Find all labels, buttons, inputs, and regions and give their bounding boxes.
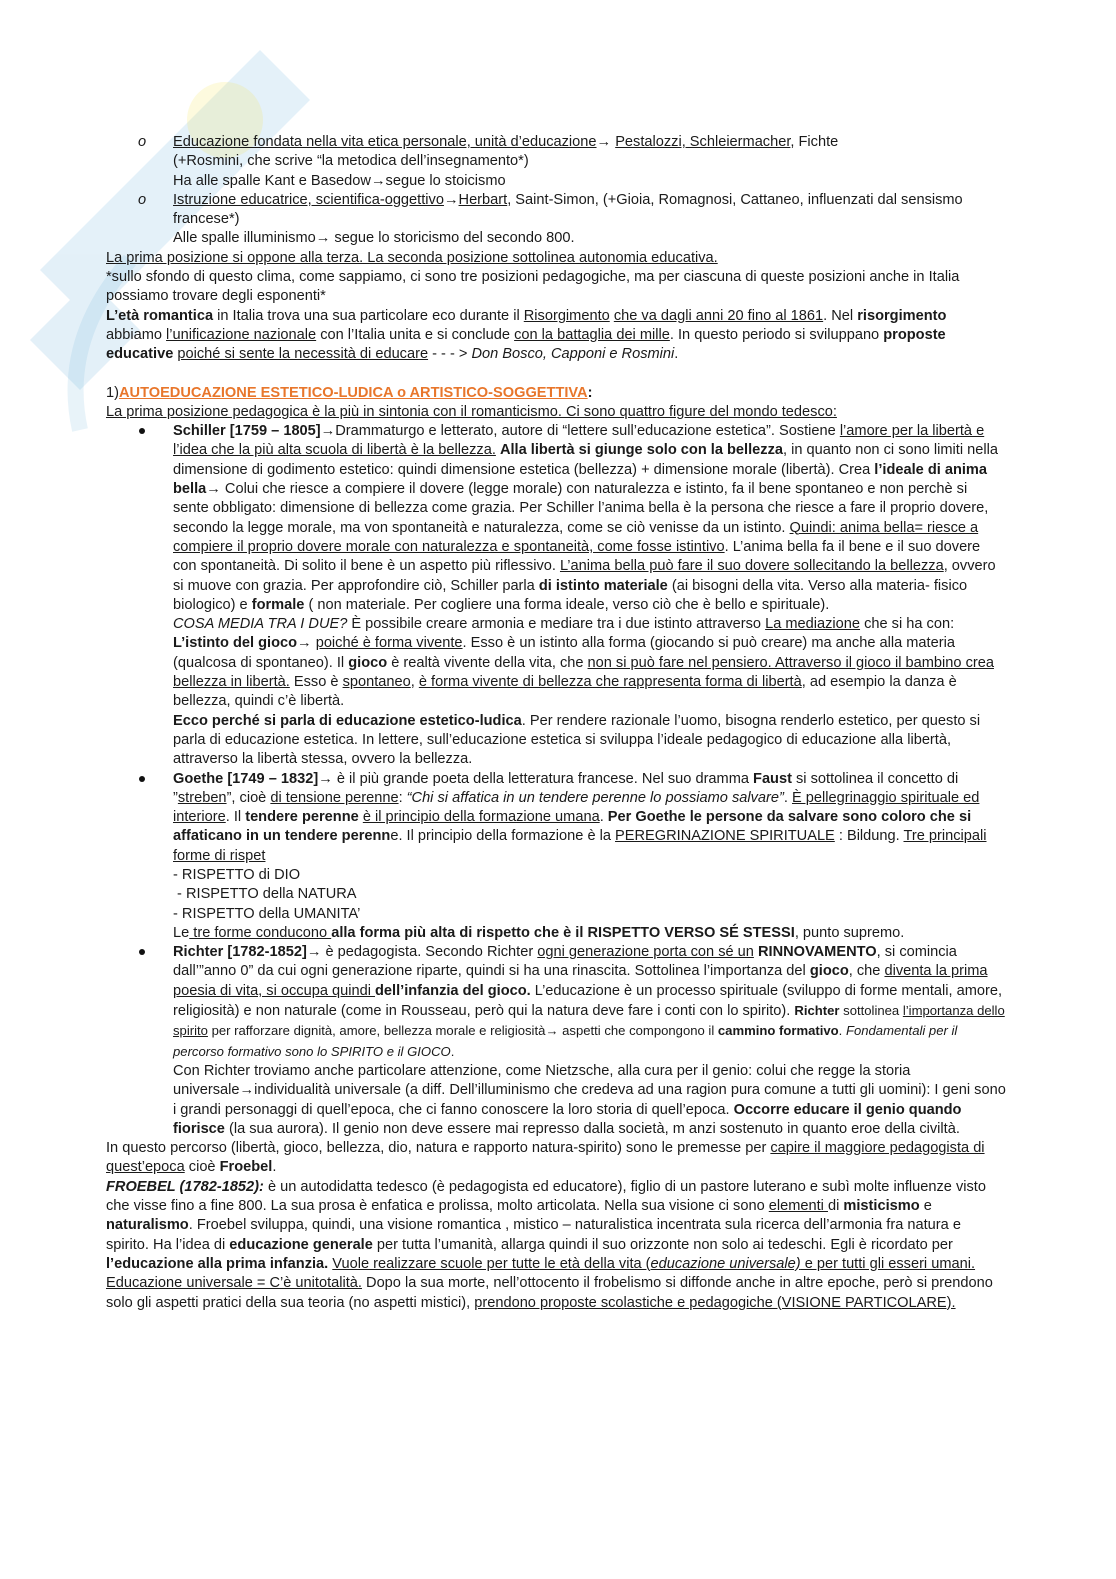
text-span: L’educazione è un processo spirituale (sviluppo di forme mentali, amore, religiosità) e non naturale (come in Rousseau, però qui la natura deve fare i conti con lo spirito).: [173, 982, 1003, 1020]
text-span: non si può fare nel pensiero. Attraverso il gioco il bambino crea bellezza in libertà.: [173, 654, 994, 691]
text-span: spontaneo: [342, 674, 411, 691]
text-span: l’educazione alla prima infanzia.: [106, 1255, 329, 1272]
paragraph: La prima posizione si oppone alla terza. La seconda posizione sottolinea autonomia educativa.: [106, 249, 718, 266]
text-span: Pestalozzi, Schleiermacher: [615, 134, 791, 150]
paragraph: Ha alle spalle Kant e Basedow→segue lo stoicismo: [173, 172, 506, 189]
text-span: :: [398, 789, 407, 806]
bullet-icon: [139, 428, 145, 434]
text-span: .: [674, 346, 679, 363]
paragraph: [106, 1139, 1006, 1178]
text-span: Educazione fondata nella vita etica personale, unità d’educazione: [173, 134, 597, 150]
text-span: Ecco perché si parla di educazione estetico-ludica: [173, 712, 522, 729]
paragraph: [173, 133, 1006, 152]
text-span: .: [783, 789, 792, 806]
text-span: tendere perenne: [245, 809, 359, 826]
list-item-richter: [106, 943, 1006, 1139]
bullet-list: [106, 422, 1006, 1139]
text-span: . Nel: [823, 307, 858, 324]
text-span: L’età romantica: [106, 307, 214, 324]
text-span: Schiller [1759 – 1805]→: [173, 423, 336, 440]
text-span: per tutta l’umanità, allarga quindi il suo orizzonte non solo ai tedeschi. Egli è ricordato per: [372, 1236, 953, 1253]
text-span: poiché è forma vivente: [315, 635, 463, 652]
text-span: In questo percorso (libertà, gioco, bellezza, dio, natura e rapporto natura-spirito) sono le premesse per: [106, 1140, 771, 1157]
text-span: COSA MEDIA TRA I DUE?: [173, 616, 348, 633]
paragraph: [173, 943, 1006, 1062]
text-span: La mediazione: [765, 616, 861, 633]
text-span: dell’infanzia del gioco.: [375, 982, 531, 999]
text-span: Faust: [753, 770, 792, 787]
arrow-icon: →: [596, 134, 612, 150]
paragraph: (+Rosmini, che scrive “la metodica dell’insegnamento*): [173, 153, 529, 170]
paragraph: [173, 1062, 1006, 1139]
paragraph: - RISPETTO della NATURA: [173, 886, 357, 903]
document-page: [106, 133, 1006, 1313]
section-heading: [106, 384, 1006, 403]
paragraph: [173, 924, 1006, 943]
text-span: per rafforzare dignità, amore, bellezza morale e religiosità→ aspetti che compongono il: [207, 1023, 718, 1039]
text-span: l’ideale di anima bella: [173, 461, 988, 498]
text-span: cammino formativo: [717, 1023, 839, 1039]
text-span: in Italia trova una sua particolare eco durante il: [213, 307, 524, 324]
text-span: è realtà vivente della vita, che: [387, 654, 588, 671]
text-span: prendono proposte scolastiche e pedagogiche (VISIONE PARTICOLARE).: [474, 1294, 956, 1311]
text-span: Risorgimento: [523, 307, 610, 324]
text-span: Herbart: [458, 191, 508, 208]
text-span: e. Il principio della formazione è la: [390, 828, 616, 845]
text-span: - - - >: [428, 346, 472, 363]
text-span: , ad esempio la danza è bellezza, quindi c’è libertà.: [173, 674, 957, 710]
text-span: :: [587, 384, 593, 401]
paragraph: *sullo sfondo di questo clima, come sappiamo, ci sono tre posizioni pedagogiche, ma per ciascuna di queste posizioni anche in Italia possiamo trovare degli esponenti*: [106, 269, 960, 305]
text-span: gioco: [348, 654, 388, 671]
text-span: di tensione perenne: [270, 789, 399, 806]
section-subtitle: La prima posizione pedagogica è la più in sintonia con il romanticismo. Ci sono quattro figure del mondo tedesco:: [106, 403, 837, 420]
text-span: Vuole realizzare scuole per tutte le età della vita (: [332, 1255, 651, 1272]
text-span: ”, cioè: [226, 789, 271, 806]
text-span: Goethe [1749 – 1832]→: [173, 770, 333, 787]
text-span: (la sua aurora). Il genio non deve essere mai represso dalla società, m anzi sostenuto in quanto eroe della civiltà.: [224, 1120, 960, 1137]
list-marker: o: [138, 191, 147, 208]
text-span: .: [838, 1023, 846, 1039]
text-span: e: [919, 1198, 932, 1215]
text-span: tre forme conducono: [189, 924, 332, 941]
text-span: Le: [173, 924, 190, 941]
text-span: ( non materiale. Per cogliere una forma ideale, verso ciò che è bello e spirituale).: [304, 596, 830, 613]
text-span: Don Bosco, Capponi e Rosmini: [471, 346, 675, 363]
arrow-icon: →: [443, 191, 459, 208]
paragraph: [173, 191, 1006, 230]
text-span: .: [272, 1159, 277, 1176]
text-span: l’unificazione nazionale: [166, 326, 317, 343]
text-span: L’anima bella può fare il suo dovere sollecitando la bellezza: [559, 558, 944, 575]
list-item: [106, 191, 1006, 249]
list-item-goethe: [106, 770, 1006, 944]
text-span: , ovvero si muove con grazia. Per approfondire ciò, Schiller parla: [173, 558, 996, 594]
text-span: Richter [1782-1852]→: [173, 944, 322, 961]
text-span: diventa la prima poesia di vita, si occupa quindi: [173, 963, 988, 999]
text-span: educazione universale): [650, 1255, 801, 1272]
text-span: RINNOVAMENTO: [757, 944, 877, 961]
text-span: Drammaturgo e letterato, autore di “lettere sull’educazione estetica”. Sostiene: [335, 423, 840, 440]
text-span: Istruzione educatrice, scientifica-oggettivo: [173, 191, 444, 208]
text-span: ,: [410, 674, 419, 691]
text-span: proposte educative: [106, 326, 946, 363]
text-span: Alla libertà si giunge solo con la bellezza: [499, 442, 783, 459]
text-span: . Froebel sviluppa, quindi, una visione romantica , mistico – naturalistica incentrata sula ricerca dell’armonia fra natura e spirito. Ha l’idea di: [106, 1217, 961, 1253]
text-span: . Per rendere razionale l’uomo, bisogna renderlo estetico, per questo si parla di educazione estetica. In lettere, sull’educazione estetica si sviluppa l’ideale pedagogico di educazione alla libertà, attraverso la libertà stessa, ovvero la bellezza.: [173, 712, 981, 768]
text-span: Fondamentali per il percorso formativo sono lo SPIRITO e il GIOCO: [173, 1023, 958, 1059]
text-span: che va dagli anni 20 fino al 1861: [613, 307, 824, 324]
paragraph: - RISPETTO della UMANITA’: [173, 905, 361, 922]
text-span: streben: [177, 789, 227, 806]
text-span: , punto supremo.: [794, 924, 905, 941]
text-span: è il più grande poeta della letteratura francese. Nel suo dramma: [332, 770, 754, 787]
text-span: , Saint-Simon, (+Gioia, Romagnosi, Cattaneo, influenzati dal sensismo francese*): [173, 191, 963, 228]
list-item-schiller: [106, 422, 1006, 769]
text-span: Dopo la sua morte, nell’ottocento il frobelismo si diffonde anche in altre epoche, però si prendono solo gli aspetti pratici della sua teoria (no aspetti mistici),: [106, 1275, 993, 1311]
text-span: sottolinea: [839, 1003, 903, 1019]
text-span: l’importanza dello spirito: [173, 1003, 1005, 1039]
text-span: poiché si sente la necessità di educare: [177, 346, 429, 363]
text-span: Esso è: [289, 674, 343, 691]
text-span: è un autodidatta tedesco (è pedagogista ed educatore), figlio di un pastore luterano e subì molte influenze visto che visse fino a fine 800. La sua prosa è enfatica e prolissa, molto articolata. Nella sua visione ci sono: [106, 1178, 986, 1215]
text-span: risorgimento: [857, 307, 947, 324]
text-span: “Chi si affatica in un tendere perenne lo possiamo salvare”: [406, 789, 784, 806]
text-span: È possibile creare armonia e mediare tra i due istinto attraverso: [347, 616, 766, 633]
text-span: Richter: [794, 1003, 840, 1019]
paragraph: [173, 770, 1006, 866]
section-number: 1): [106, 384, 119, 401]
text-span: (ai bisogni della vita. Verso alla materia- fisico biologico) e: [173, 577, 968, 613]
text-span: . Esso è un istinto alla forma (giocando si può creare) ma anche alla materia (qualcosa di spontaneo). Il: [173, 635, 955, 671]
paragraph: - RISPETTO di DIO: [173, 866, 301, 883]
text-span: È pellegrinaggio spirituale ed interiore: [173, 789, 980, 826]
text-span: è pedagogista. Secondo Richter: [321, 944, 538, 961]
text-span: , che: [848, 963, 885, 980]
text-span: , si comincia dall’”anno 0” da cui ogni generazione riparte, quindi si ha una rinascita. Sottolinea l’importanza del: [173, 944, 957, 980]
text-span: Occorre educare il genio quando fiorisce: [173, 1101, 962, 1137]
text-span: L’istinto del gioco→: [173, 635, 312, 652]
text-span: educazione generale: [229, 1236, 373, 1253]
paragraph: [173, 615, 1006, 711]
text-span: .: [599, 809, 608, 826]
text-span: . Il: [225, 809, 246, 826]
text-span: capire il maggiore pedagogista di quest’epoca: [106, 1140, 985, 1176]
bullet-icon: [139, 949, 145, 955]
paragraph: Alle spalle illuminismo→ segue lo storicismo del secondo 800.: [173, 230, 575, 247]
text-span: → Colui che riesce a compiere il dovere (legge morale) con naturalezza e istinto, fa il bene spontaneo e non perchè si sente obbligato: dimensione di bellezza come grazia. Per Schiller l’anima bella è la persona che riesce a fare il proprio dovere, secondo la legge morale, ma von spontaneità e naturalezza, come se ciò venisse da un istinto.: [173, 481, 989, 536]
text-span: di istinto materiale: [538, 577, 668, 594]
text-span: e per tutti gli esseri umani. Educazione universale = C’è unitotalità.: [106, 1255, 976, 1292]
text-span: di: [827, 1198, 844, 1215]
text-span: Tre principali forme di rispet: [173, 828, 987, 864]
paragraph: [173, 422, 1006, 615]
section-title: AUTOEDUCAZIONE ESTETICO-LUDICA o ARTISTICO-SOGGETTIVA: [118, 384, 588, 401]
text-span: con l’Italia unita e si conclude: [316, 326, 515, 343]
text-span: : Bildung.: [834, 828, 904, 845]
text-span: PEREGRINAZIONE SPIRITUALE: [615, 828, 835, 845]
text-span: alla forma più alta di rispetto che è il RISPETTO VERSO SÉ STESSI: [331, 924, 795, 941]
text-span: . In questo periodo si sviluppano: [669, 326, 884, 343]
text-span: che si ha con:: [860, 616, 955, 633]
text-span: . L’anima bella fa il bene e il suo dovere con spontaneità. Di solito il bene è un aspetto più riflessivo.: [173, 538, 981, 575]
text-span: , in quanto non ci sono limiti nella dimensione di godimento estetico: quindi dimensione estetica (bellezza) + dimensione morale (libertà). Crea: [173, 442, 998, 478]
text-span: l’amore per la libertà e l’idea che la più alta scuola di libertà è la bellezza.: [173, 423, 985, 459]
text-span: misticismo: [843, 1198, 920, 1215]
text-span: FROEBEL (1782-1852):: [106, 1178, 264, 1195]
text-span: formale: [251, 596, 305, 613]
text-span: gioco: [809, 963, 849, 980]
text-span: abbiamo: [106, 326, 167, 343]
list-item: [106, 133, 1006, 191]
text-span: Quindi: anima bella= riesce a compiere il proprio dovere morale con naturalezza e spontaneità, come fosse istintivo: [173, 519, 979, 555]
text-span: si sottolinea il concetto di ”: [173, 770, 959, 806]
text-span: è il principio della formazione umana: [362, 809, 600, 826]
text-span: è forma vivente di bellezza che rappresenta forma di libertà: [418, 674, 802, 691]
paragraph: [106, 307, 1006, 365]
bullet-icon: [139, 776, 145, 782]
paragraph: [106, 1178, 1006, 1313]
text-span: Froebel: [219, 1159, 273, 1176]
text-span: ogni generazione porta con sé un: [537, 944, 754, 961]
text-span: elementi: [768, 1198, 828, 1215]
text-span: naturalismo: [106, 1217, 189, 1234]
text-span: cioè: [184, 1159, 220, 1176]
text-span: .: [450, 1043, 455, 1059]
text-span: Con Richter troviamo anche particolare attenzione, come Nietzsche, alla cura per il genio: colui che regge la storia universale→individualità universale (a diff. Dell’illuminismo che credeva ad una ragion pura comune a tutti gli uomini): I geni sono i grandi personaggi di quell’epoca, che ci fanno conoscere la loro storia di quell’epoca.: [173, 1062, 1006, 1118]
list-marker: o: [138, 134, 147, 150]
paragraph: [173, 712, 1006, 770]
text-span: Per Goethe le persone da salvare sono coloro che si affaticano in un tendere perenn: [173, 809, 972, 845]
text-span: , Fichte: [790, 134, 839, 150]
text-span: con la battaglia dei mille: [514, 326, 670, 343]
